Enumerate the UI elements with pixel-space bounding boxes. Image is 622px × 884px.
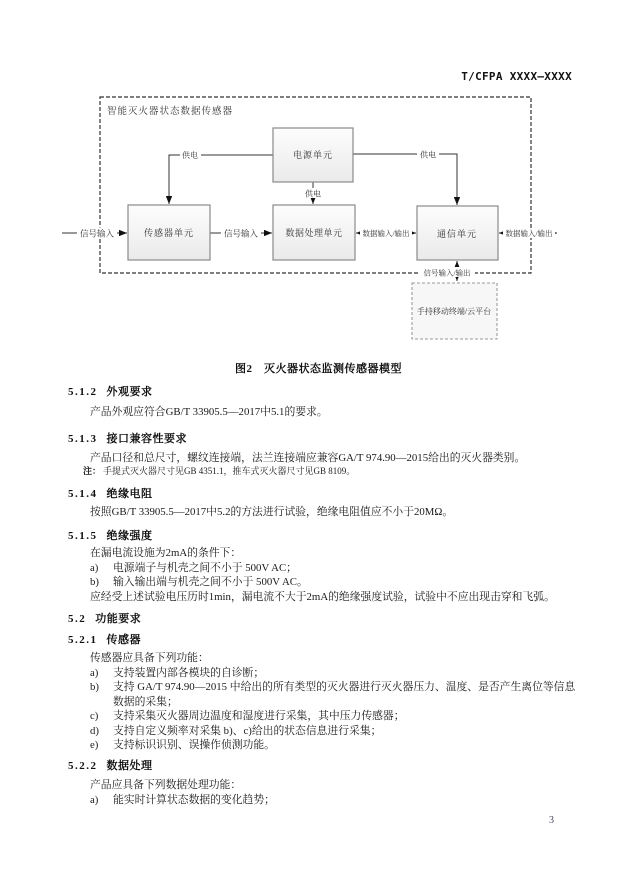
list-item	[90, 666, 577, 681]
list-marker: c)	[90, 710, 99, 722]
data-io-external-label: 数据输入/输出	[505, 229, 553, 238]
supply-right-label: 供电	[420, 150, 436, 160]
signal-io-label: 信号输入/输出	[423, 268, 471, 278]
section-title: 数据处理	[106, 760, 153, 772]
data-io-internal-label: 数据输入/输出	[362, 229, 410, 238]
section-number: 5.1.2	[68, 386, 98, 398]
data-processing-unit-label: 数据处理单元	[285, 228, 343, 238]
supply-mid-label: 供电	[305, 189, 321, 199]
figure-caption: 图2 灭火器状态监测传感器模型	[235, 363, 402, 375]
list-marker: b)	[90, 576, 99, 588]
list-marker: d)	[90, 724, 99, 737]
section-number: 5.2	[68, 613, 87, 625]
paragraph-intro: 在漏电流设施为2mA的条件下：	[90, 547, 242, 559]
list-text: 电源端子与机壳之间不小于 500V AC；	[113, 561, 297, 574]
section-number: 5.1.3	[68, 433, 98, 445]
section-number: 5.1.4	[68, 488, 98, 500]
sensor-unit-label: 传感器单元	[143, 228, 195, 238]
section-body-5-1-5	[90, 546, 577, 604]
section-body-5-2-2	[90, 778, 577, 807]
list-item	[90, 724, 577, 739]
list-text: 支持标识识别、误操作侦测功能。	[113, 739, 275, 751]
standard-number-header: T/CFPA XXXX—XXXX	[461, 70, 572, 83]
section-body-5-2-1	[90, 651, 577, 753]
section-note-5-1-3	[83, 465, 577, 477]
section-heading-5-2	[68, 610, 141, 626]
list-item	[90, 793, 577, 808]
section-title: 传感器	[106, 634, 141, 646]
list-marker: a)	[90, 561, 99, 574]
section-title: 绝缘强度	[106, 530, 153, 542]
section-body-5-1-4: 按照GB/T 33905.5—2017中5.2的方法进行试验，绝缘电阻值应不小于20MΩ。	[90, 506, 454, 518]
supply-left-label: 供电	[182, 151, 198, 160]
list-marker: a)	[90, 666, 99, 679]
section-heading-5-1-5	[68, 527, 153, 543]
paragraph-outro: 应经受上述试验电压历时1min，漏电流不大于2mA的绝缘强度试验，试验中不应出现击穿和飞弧。	[90, 590, 555, 603]
section-heading-5-1-4	[68, 485, 153, 501]
note-label: 注：	[83, 466, 102, 476]
list-text: 支持 GA/T 974.90—2015 中给出的所有类型的灭火器进行灭火器压力、温度、是否产生离位等信息数据的采集；	[113, 681, 576, 708]
section-heading-5-2-2	[68, 757, 153, 773]
section-body-5-1-3: 产品口径和总尺寸，螺纹连接端，法兰连接端应兼容GA/T 974.90—2015给出的灭火器类别。	[90, 452, 526, 464]
list-item	[90, 575, 577, 590]
list-text: 支持采集灭火器周边温度和湿度进行采集，其中压力传感器；	[113, 710, 405, 722]
power-unit-label: 电源单元	[292, 150, 334, 160]
signal-input-external-label: 信号输入	[79, 228, 115, 239]
list-item	[90, 561, 577, 576]
section-number: 5.2.1	[68, 634, 98, 646]
paragraph-intro: 传感器应具备下列功能：	[90, 652, 209, 664]
page-number: 3	[549, 815, 554, 826]
list-marker: b)	[90, 681, 99, 693]
section-title: 功能要求	[95, 613, 142, 625]
supply-line-right	[353, 154, 457, 205]
signal-input-internal-label: 信号输入	[223, 228, 259, 239]
section-number: 5.1.5	[68, 530, 98, 542]
sensor-container-label: 智能灭火器状态数据传感器	[107, 107, 234, 117]
list-text: 支持装置内部各模块的自诊断；	[113, 666, 265, 679]
sensor-model-diagram	[0, 0, 622, 350]
list-text: 输入输出端与机壳之间不小于 500V AC。	[113, 576, 308, 588]
section-heading-5-1-3	[68, 430, 187, 446]
list-text: 能实时计算状态数据的变化趋势；	[113, 793, 275, 806]
list-item	[90, 680, 577, 709]
section-number: 5.2.2	[68, 760, 98, 772]
communication-unit-label: 通信单元	[436, 229, 478, 239]
list-marker: a)	[90, 793, 99, 806]
section-title: 外观要求	[106, 386, 153, 398]
list-item	[90, 709, 577, 724]
note-text: 手提式灭火器尺寸见GB 4351.1，推车式灭火器尺寸见GB 8109。	[103, 466, 356, 476]
supply-line-left	[169, 155, 273, 204]
section-body-5-1-2: 产品外观应符合GB/T 33905.5—2017中5.1的要求。	[90, 406, 328, 418]
section-heading-5-1-2	[68, 383, 153, 399]
section-title: 绝缘电阻	[106, 488, 153, 500]
list-marker: e)	[90, 739, 99, 751]
list-item	[90, 738, 577, 753]
terminal-cloud-label: 手持移动终端/云平台	[416, 307, 492, 316]
section-title: 接口兼容性要求	[106, 433, 187, 445]
paragraph-intro: 产品应具备下列数据处理功能：	[90, 779, 242, 791]
list-text: 支持自定义频率对采集 b)、c)给出的状态信息进行采集；	[113, 724, 382, 737]
section-heading-5-2-1	[68, 631, 141, 647]
